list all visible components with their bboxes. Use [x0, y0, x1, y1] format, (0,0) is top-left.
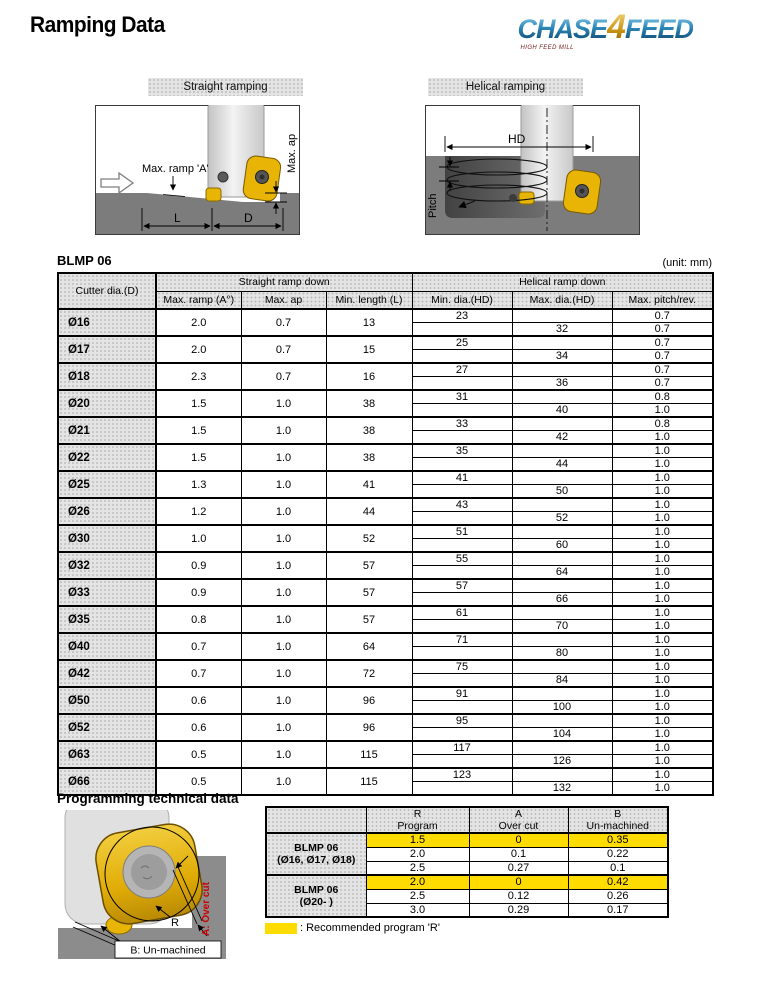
ramping-table — [57, 272, 714, 796]
min-dia-empty-cell — [412, 377, 512, 391]
max-dia-cell: 42 — [512, 431, 612, 445]
min-length-cell: 44 — [326, 498, 412, 525]
header-max-ap: Max. ap — [241, 291, 326, 309]
cutter-dia-cell: Ø32 — [58, 552, 156, 579]
max-dia-cell: 44 — [512, 458, 612, 472]
max-ramp-cell: 2.3 — [156, 363, 241, 390]
max-ramp-cell: 1.2 — [156, 498, 241, 525]
min-dia-empty-cell — [412, 566, 512, 580]
programming-value-cell: 0.26 — [568, 889, 668, 903]
pitch-bottom-cell: 1.0 — [612, 431, 713, 445]
pitch-top-cell: 0.7 — [612, 363, 713, 377]
prog-header-a: A Over cut — [469, 807, 568, 833]
pitch-bottom-cell: 0.7 — [612, 323, 713, 337]
max-dia-cell: 104 — [512, 728, 612, 742]
min-dia-cell: 117 — [412, 741, 512, 755]
d-label: D — [244, 211, 253, 225]
programming-value-cell: 0.42 — [568, 875, 668, 889]
l-label: L — [174, 211, 181, 225]
min-dia-cell: 33 — [412, 417, 512, 431]
programming-value-cell: 0.17 — [568, 903, 668, 917]
programming-group-label: BLMP 06 (Ø16, Ø17, Ø18) — [266, 833, 366, 875]
max-dia-empty-cell — [512, 579, 612, 593]
max-ramp-cell: 2.0 — [156, 309, 241, 336]
max-dia-cell: 132 — [512, 782, 612, 796]
insert-illustration — [65, 810, 206, 934]
max-ramp-cell: 0.9 — [156, 579, 241, 606]
min-length-cell: 57 — [326, 552, 412, 579]
max-ramp-cell: 0.6 — [156, 714, 241, 741]
max-dia-empty-cell — [512, 660, 612, 674]
min-length-cell: 115 — [326, 768, 412, 795]
min-length-cell: 115 — [326, 741, 412, 768]
max-dia-empty-cell — [512, 741, 612, 755]
min-dia-cell: 55 — [412, 552, 512, 566]
min-dia-cell: 25 — [412, 336, 512, 350]
max-ramp-cell: 0.6 — [156, 687, 241, 714]
max-dia-cell: 36 — [512, 377, 612, 391]
header-max-ramp: Max. ramp (A°) — [156, 291, 241, 309]
programming-value-cell: 2.0 — [366, 847, 469, 861]
min-length-cell: 38 — [326, 390, 412, 417]
header-straight-group: Straight ramp down — [156, 273, 412, 291]
min-dia-cell: 35 — [412, 444, 512, 458]
cutter-dia-cell: Ø20 — [58, 390, 156, 417]
min-dia-empty-cell — [412, 458, 512, 472]
pitch-top-cell: 1.0 — [612, 687, 713, 701]
programming-value-cell: 0 — [469, 875, 568, 889]
pitch-top-cell: 1.0 — [612, 471, 713, 485]
max-ramp-cell: 0.7 — [156, 633, 241, 660]
min-dia-empty-cell — [412, 701, 512, 715]
ramping-row — [58, 768, 713, 782]
programming-value-cell: 0.35 — [568, 833, 668, 847]
pitch-bottom-cell: 1.0 — [612, 485, 713, 499]
max-dia-cell: 70 — [512, 620, 612, 634]
pitch-label: Pitch — [427, 193, 439, 218]
pitch-top-cell: 1.0 — [612, 768, 713, 782]
min-length-cell: 57 — [326, 606, 412, 633]
max-ap-cell: 1.0 — [241, 660, 326, 687]
max-dia-cell: 80 — [512, 647, 612, 661]
min-length-cell: 41 — [326, 471, 412, 498]
min-dia-empty-cell — [412, 782, 512, 796]
min-dia-empty-cell — [412, 350, 512, 364]
unit-note: (unit: mm) — [662, 257, 712, 269]
prog-header-b: B Un-machined — [568, 807, 668, 833]
programming-value-cell: 0.1 — [469, 847, 568, 861]
programming-value-cell: 3.0 — [366, 903, 469, 917]
header-max-dia: Max. dia.(HD) — [512, 291, 612, 309]
programming-figure — [57, 810, 227, 960]
max-ramp-cell: 1.3 — [156, 471, 241, 498]
ramping-row — [58, 633, 713, 647]
ramping-row — [58, 660, 713, 674]
logo-wordmark — [517, 8, 693, 46]
min-dia-empty-cell — [412, 647, 512, 661]
max-ap-cell: 1.0 — [241, 633, 326, 660]
min-length-cell: 96 — [326, 714, 412, 741]
pitch-bottom-cell: 0.7 — [612, 377, 713, 391]
max-ramp-cell: 0.5 — [156, 741, 241, 768]
pitch-bottom-cell: 0.7 — [612, 350, 713, 364]
min-dia-cell: 61 — [412, 606, 512, 620]
chase4feed-logo — [518, 10, 693, 51]
recommended-legend — [265, 922, 440, 934]
pitch-top-cell: 1.0 — [612, 579, 713, 593]
pitch-bottom-cell: 1.0 — [612, 647, 713, 661]
pitch-top-cell: 1.0 — [612, 741, 713, 755]
ramping-row — [58, 552, 713, 566]
max-ramp-cell: 0.5 — [156, 768, 241, 795]
min-dia-empty-cell — [412, 431, 512, 445]
max-dia-cell: 32 — [512, 323, 612, 337]
ramping-row — [58, 363, 713, 377]
max-ramp-cell: 1.0 — [156, 525, 241, 552]
cutter-dia-cell: Ø22 — [58, 444, 156, 471]
pitch-top-cell: 1.0 — [612, 552, 713, 566]
max-dia-empty-cell — [512, 471, 612, 485]
cutter-dia-cell: Ø50 — [58, 687, 156, 714]
max-ramp-cell: 1.5 — [156, 417, 241, 444]
pitch-bottom-cell: 1.0 — [612, 539, 713, 553]
programming-table-body — [266, 833, 668, 917]
max-ap-cell: 1.0 — [241, 687, 326, 714]
ramping-row — [58, 525, 713, 539]
max-ramp-label: Max. ramp 'A' — [142, 163, 209, 175]
header-cutter-dia: Cutter dia.(D) — [58, 273, 156, 309]
straight-ramping-badge: Straight ramping — [148, 78, 303, 96]
max-dia-cell: 126 — [512, 755, 612, 769]
min-dia-empty-cell — [412, 404, 512, 418]
max-dia-cell: 100 — [512, 701, 612, 715]
a-overcut-label: A: Over cut — [201, 882, 212, 936]
logo-tagline: HIGH FEED MILL — [520, 45, 574, 51]
pitch-bottom-cell: 1.0 — [612, 728, 713, 742]
min-dia-empty-cell — [412, 728, 512, 742]
programming-value-cell: 0.27 — [469, 861, 568, 875]
min-dia-cell: 43 — [412, 498, 512, 512]
pitch-bottom-cell: 1.0 — [612, 782, 713, 796]
programming-heading: Programming technical data — [57, 791, 239, 806]
pitch-bottom-cell: 1.0 — [612, 404, 713, 418]
cutter-dia-cell: Ø33 — [58, 579, 156, 606]
max-dia-cell: 84 — [512, 674, 612, 688]
max-dia-empty-cell — [512, 633, 612, 647]
programming-value-cell: 2.0 — [366, 875, 469, 889]
programming-table — [265, 806, 669, 918]
prog-header-empty — [266, 807, 366, 833]
legend-swatch — [265, 923, 297, 934]
cutter-dia-cell: Ø16 — [58, 309, 156, 336]
pitch-top-cell: 1.0 — [612, 633, 713, 647]
min-dia-empty-cell — [412, 539, 512, 553]
min-dia-cell: 41 — [412, 471, 512, 485]
pitch-bottom-cell: 1.0 — [612, 566, 713, 580]
ramping-row — [58, 741, 713, 755]
max-dia-cell: 40 — [512, 404, 612, 418]
pitch-bottom-cell: 1.0 — [612, 593, 713, 607]
max-dia-cell: 66 — [512, 593, 612, 607]
ramping-row — [58, 390, 713, 404]
max-ap-cell: 1.0 — [241, 417, 326, 444]
max-ap-cell: 1.0 — [241, 606, 326, 633]
max-ramp-cell: 1.5 — [156, 444, 241, 471]
max-dia-empty-cell — [512, 606, 612, 620]
max-dia-empty-cell — [512, 525, 612, 539]
pitch-bottom-cell: 1.0 — [612, 512, 713, 526]
pitch-top-cell: 0.7 — [612, 336, 713, 350]
min-dia-empty-cell — [412, 485, 512, 499]
min-dia-cell: 95 — [412, 714, 512, 728]
ramping-table-title: BLMP 06 — [57, 253, 112, 268]
cutter-dia-cell: Ø40 — [58, 633, 156, 660]
programming-value-cell: 1.5 — [366, 833, 469, 847]
min-length-cell: 13 — [326, 309, 412, 336]
cutter-dia-cell: Ø25 — [58, 471, 156, 498]
helical-ramping-badge: Helical ramping — [428, 78, 583, 96]
pitch-top-cell: 1.0 — [612, 525, 713, 539]
max-dia-cell: 50 — [512, 485, 612, 499]
min-dia-cell: 91 — [412, 687, 512, 701]
max-ap-cell: 1.0 — [241, 525, 326, 552]
min-dia-empty-cell — [412, 512, 512, 526]
ramping-row — [58, 336, 713, 350]
cutter-dia-cell: Ø26 — [58, 498, 156, 525]
min-length-cell: 38 — [326, 444, 412, 471]
programming-row — [266, 833, 668, 847]
prog-header-r: R Program — [366, 807, 469, 833]
min-dia-cell: 75 — [412, 660, 512, 674]
pitch-bottom-cell: 1.0 — [612, 755, 713, 769]
pitch-top-cell: 0.7 — [612, 309, 713, 323]
max-ap-cell: 1.0 — [241, 498, 326, 525]
pitch-bottom-cell: 1.0 — [612, 701, 713, 715]
max-ap-cell: 1.0 — [241, 741, 326, 768]
header-max-pitch: Max. pitch/rev. — [612, 291, 713, 309]
max-dia-cell: 60 — [512, 539, 612, 553]
cutter-dia-cell: Ø42 — [58, 660, 156, 687]
ramping-row — [58, 309, 713, 323]
max-ap-cell: 0.7 — [241, 336, 326, 363]
cutter-dia-cell: Ø52 — [58, 714, 156, 741]
max-ap-label: Max. ap — [286, 133, 298, 173]
max-dia-empty-cell — [512, 498, 612, 512]
max-ap-cell: 1.0 — [241, 390, 326, 417]
max-dia-empty-cell — [512, 417, 612, 431]
min-length-cell: 38 — [326, 417, 412, 444]
min-dia-cell: 123 — [412, 768, 512, 782]
max-ap-cell: 1.0 — [241, 714, 326, 741]
pitch-top-cell: 0.8 — [612, 417, 713, 431]
ramping-table-body — [58, 309, 713, 795]
cutter-dia-cell: Ø18 — [58, 363, 156, 390]
header-min-dia: Min. dia.(HD) — [412, 291, 512, 309]
max-dia-empty-cell — [512, 768, 612, 782]
logo-4: 4 — [607, 8, 625, 46]
max-dia-empty-cell — [512, 687, 612, 701]
min-length-cell: 57 — [326, 579, 412, 606]
cutter-dia-cell: Ø30 — [58, 525, 156, 552]
max-ap-cell: 0.7 — [241, 363, 326, 390]
max-dia-empty-cell — [512, 363, 612, 377]
max-dia-empty-cell — [512, 714, 612, 728]
min-dia-cell: 23 — [412, 309, 512, 323]
legend-text: : Recommended program 'R' — [300, 922, 440, 934]
programming-row — [266, 875, 668, 889]
max-ap-cell: 0.7 — [241, 309, 326, 336]
programming-value-cell: 0.22 — [568, 847, 668, 861]
max-ramp-cell: 0.9 — [156, 552, 241, 579]
svg-text:B: Un-machined: B: Un-machined — [130, 944, 206, 957]
programming-value-cell: 2.5 — [366, 861, 469, 875]
hd-label: HD — [508, 132, 526, 146]
max-dia-empty-cell — [512, 390, 612, 404]
ramping-row — [58, 687, 713, 701]
max-dia-cell: 34 — [512, 350, 612, 364]
min-dia-cell: 27 — [412, 363, 512, 377]
max-ap-cell: 1.0 — [241, 768, 326, 795]
min-dia-cell: 57 — [412, 579, 512, 593]
logo-chase: CHASE — [517, 14, 608, 44]
ramping-row — [58, 606, 713, 620]
max-ap-cell: 1.0 — [241, 579, 326, 606]
cutter-dia-cell: Ø17 — [58, 336, 156, 363]
ramping-row — [58, 498, 713, 512]
min-dia-empty-cell — [412, 323, 512, 337]
programming-value-cell: 0.1 — [568, 861, 668, 875]
ramping-row — [58, 714, 713, 728]
pitch-top-cell: 1.0 — [612, 444, 713, 458]
min-length-cell: 52 — [326, 525, 412, 552]
min-dia-cell: 71 — [412, 633, 512, 647]
min-length-cell: 96 — [326, 687, 412, 714]
pitch-top-cell: 1.0 — [612, 606, 713, 620]
max-ap-cell: 1.0 — [241, 552, 326, 579]
ramping-row — [58, 579, 713, 593]
max-ramp-cell: 0.7 — [156, 660, 241, 687]
ramping-row — [58, 417, 713, 431]
programming-value-cell: 0 — [469, 833, 568, 847]
min-dia-empty-cell — [412, 620, 512, 634]
b-unmachined-label — [115, 941, 221, 958]
page-title: Ramping Data — [30, 12, 165, 37]
min-length-cell: 64 — [326, 633, 412, 660]
header-helical-group: Helical ramp down — [412, 273, 713, 291]
straight-ramping-diagram — [95, 105, 300, 235]
max-dia-empty-cell — [512, 444, 612, 458]
logo-feed: FEED — [624, 14, 693, 44]
pitch-bottom-cell: 1.0 — [612, 674, 713, 688]
max-dia-empty-cell — [512, 309, 612, 323]
cutter-dia-cell: Ø66 — [58, 768, 156, 795]
max-ramp-cell: 1.5 — [156, 390, 241, 417]
min-length-cell: 72 — [326, 660, 412, 687]
min-dia-empty-cell — [412, 674, 512, 688]
max-ap-cell: 1.0 — [241, 444, 326, 471]
r-label: R — [171, 917, 179, 929]
cutter-dia-cell: Ø35 — [58, 606, 156, 633]
insert-left — [206, 188, 221, 201]
max-dia-empty-cell — [512, 552, 612, 566]
min-length-cell: 16 — [326, 363, 412, 390]
programming-value-cell: 2.5 — [366, 889, 469, 903]
max-ramp-cell: 2.0 — [156, 336, 241, 363]
pitch-top-cell: 1.0 — [612, 660, 713, 674]
min-length-cell: 15 — [326, 336, 412, 363]
min-dia-cell: 51 — [412, 525, 512, 539]
pitch-top-cell: 0.8 — [612, 390, 713, 404]
max-ap-cell: 1.0 — [241, 471, 326, 498]
max-ramp-cell: 0.8 — [156, 606, 241, 633]
ramping-row — [58, 444, 713, 458]
max-dia-empty-cell — [512, 336, 612, 350]
cutter-dia-cell: Ø21 — [58, 417, 156, 444]
programming-group-label: BLMP 06 (Ø20- ) — [266, 875, 366, 917]
header-min-length: Min. length (L) — [326, 291, 412, 309]
min-dia-empty-cell — [412, 755, 512, 769]
max-dia-cell: 52 — [512, 512, 612, 526]
ramping-row — [58, 471, 713, 485]
pitch-bottom-cell: 1.0 — [612, 458, 713, 472]
programming-value-cell: 0.12 — [469, 889, 568, 903]
max-dia-cell: 64 — [512, 566, 612, 580]
helical-ramping-diagram — [425, 105, 640, 235]
min-dia-cell: 31 — [412, 390, 512, 404]
pitch-top-cell: 1.0 — [612, 498, 713, 512]
min-dia-empty-cell — [412, 593, 512, 607]
pitch-top-cell: 1.0 — [612, 714, 713, 728]
pitch-bottom-cell: 1.0 — [612, 620, 713, 634]
cutter-dia-cell: Ø63 — [58, 741, 156, 768]
programming-value-cell: 0.29 — [469, 903, 568, 917]
